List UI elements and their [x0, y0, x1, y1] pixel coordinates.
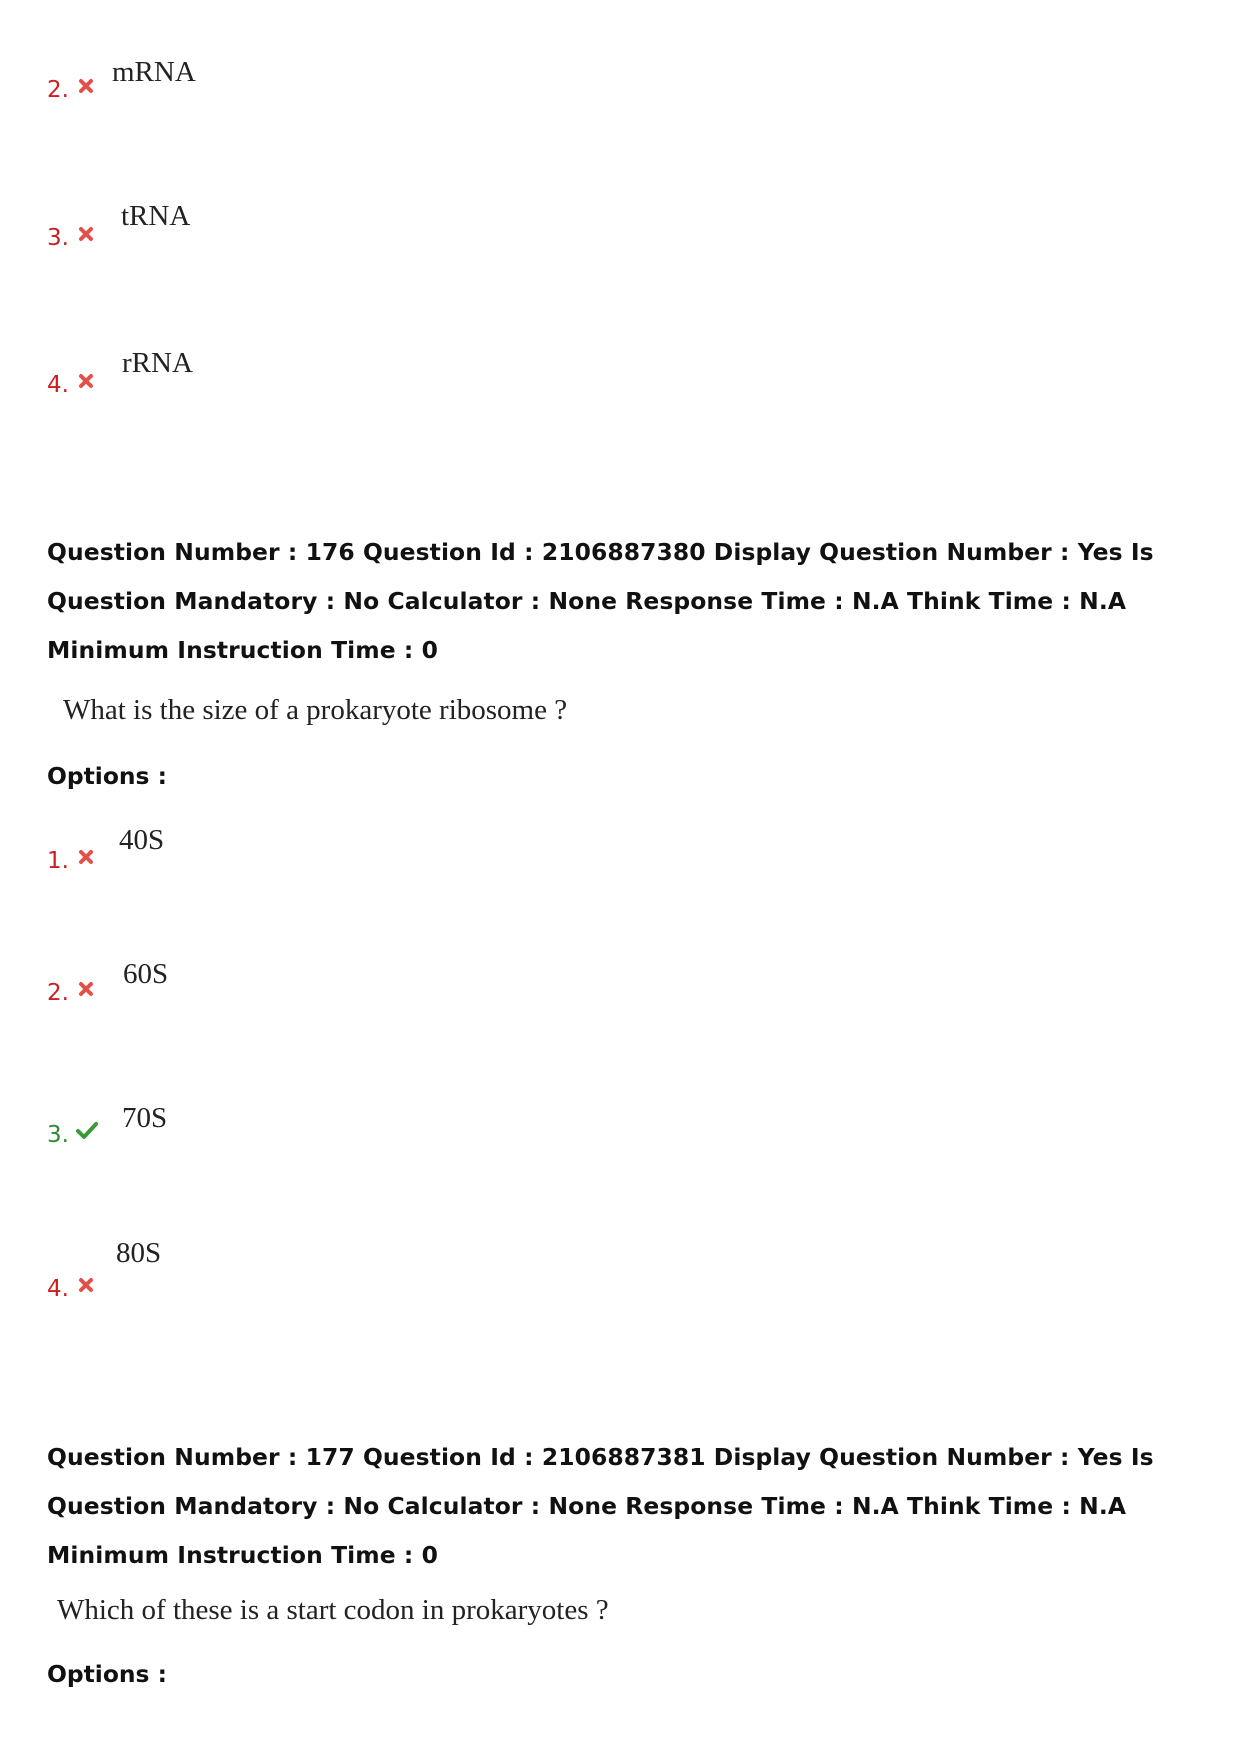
check-mark-icon — [75, 1121, 99, 1141]
option-text: 70S — [122, 1102, 168, 1134]
option-text: mRNA — [112, 56, 196, 88]
options-label: Options : — [47, 1660, 167, 1688]
cross-mark-icon — [77, 225, 95, 243]
option-text: tRNA — [121, 200, 191, 232]
question-header: Question Number : 177 Question Id : 2106887381 Display Question Number : Yes Is Question Mandatory : No Calculator : None Response Time : N.A Think Time : N.A Minimum Instruction Time : 0 — [47, 1443, 1154, 1569]
cross-mark-icon — [77, 372, 95, 390]
option-text: 60S — [123, 958, 169, 990]
cross-mark-icon — [77, 980, 95, 998]
option-number: 4. — [47, 372, 69, 398]
option-text: 80S — [116, 1237, 162, 1269]
question-header: Question Number : 176 Question Id : 2106887380 Display Question Number : Yes Is Question Mandatory : No Calculator : None Response Time : N.A Think Time : N.A Minimum Instruction Time : 0 — [47, 538, 1154, 664]
option-number: 2. — [47, 980, 69, 1006]
option-number: 2. — [47, 77, 69, 103]
cross-mark-icon — [77, 1276, 95, 1294]
option-number: 4. — [47, 1276, 69, 1302]
option-text: 40S — [119, 824, 165, 856]
option-number: 3. — [47, 1122, 69, 1148]
option-text: rRNA — [122, 347, 193, 379]
question-text: What is the size of a prokaryote ribosome ? — [63, 694, 568, 726]
question-text: Which of these is a start codon in prokaryotes ? — [57, 1594, 609, 1626]
options-label: Options : — [47, 762, 167, 790]
option-number: 1. — [47, 848, 69, 874]
cross-mark-icon — [77, 848, 95, 866]
option-number: 3. — [47, 225, 69, 251]
cross-mark-icon — [77, 77, 95, 95]
